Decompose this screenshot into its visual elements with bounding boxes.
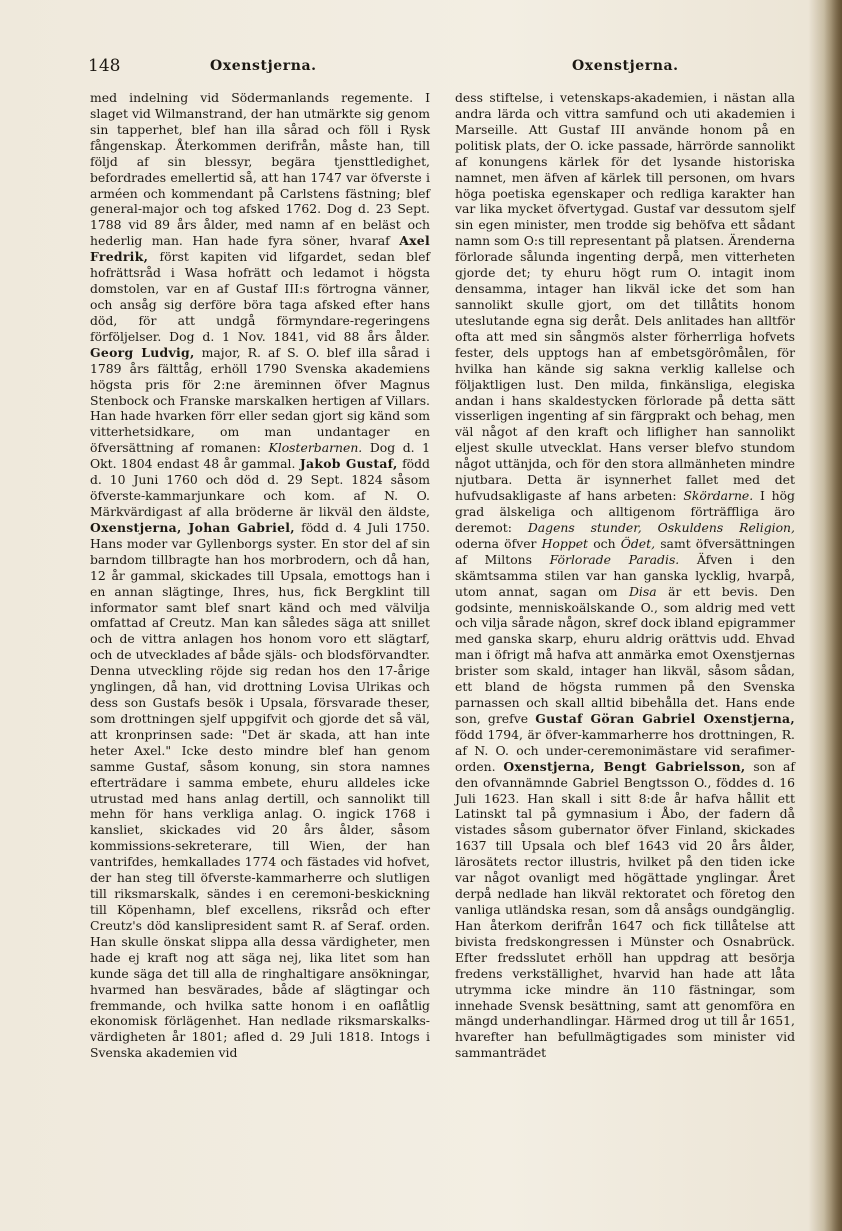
body-text: är ett bevis. Den godsinte, menniskoälskande O., som aldrig med vett och vilja sårade någon, skref dock ibland epigrammer med ganska skarp, ehuru aldrig orättvis udd. Ehvad man i öfrigt må hafva att anmärka emot Oxenstjernas brister som skald, intager han likväl, såsom sådan, ett bland de högsta rummen på den Svenska parnassen och skall alltid bibehålla det. Hans ende son, grefve bbox=[455, 583, 795, 726]
work-title: Klosterbarnen. bbox=[268, 440, 363, 456]
person-name: Gustaf Göran Gabriel Oxenstjerna, bbox=[535, 710, 795, 726]
body-text: och bbox=[593, 535, 616, 551]
body-text: I hög grad älskeliga och alltigenom förträffliga äro deremot: bbox=[455, 488, 795, 535]
body-text: född 1794, är öfver-kammarherre hos drottningen, R. af N. O. och under-ceremonimästare vid serafimer-orden. bbox=[455, 726, 795, 774]
page-number: 148 bbox=[88, 56, 121, 76]
body-text: samt öfversättningen af Miltons bbox=[455, 535, 795, 567]
body-text: med indelning vid Södermanlands regemente. I slaget vid Wilmanstrand, der han utmärkte sig genom sin tapperhet, blef han illa sårad och föll i Rysk fångenskap. Återkommen derifrån, måste han, till följd af sin blessyr, begära tjensttledighet, befordrades emellertid så, att han 1747 var öfverste i arméen och kommendant på Carlstens fästning; blef general-major och tog afsked 1762. Dog d. 23 Sept. 1788 vid 89 års ålder, med namn af en beläst och hederlig man. Han hade fyra söner, hvaraf bbox=[90, 90, 430, 249]
work-title: Disa bbox=[629, 583, 657, 599]
work-title: Ödet, bbox=[620, 535, 656, 551]
work-title: Hoppet bbox=[541, 535, 589, 551]
body-text: oderna öfver bbox=[455, 535, 537, 551]
person-name: Jakob Gustaf, bbox=[299, 456, 398, 472]
work-title: Förlorade Paradis. bbox=[549, 551, 680, 567]
body-text: major, R. af S. O. blef illa sårad i 1789 års fälttåg, erhöll 1790 Svenska akademiens högsta pris för 2:ne äreminnen öfver Magnus Stenbock och Franske marskalken hertigen af Villars. Han hade hvarken förr eller sedan gjort sig känd som vitterhetsidkare, om man undantager en öfversättning af romanen: bbox=[90, 344, 430, 456]
body-text: son af den ofvannämnde Gabriel Bengtsson O., föddes d. 16 Juli 1623. Han skall i sitt 8:de år hafva hållit ett Latinskt tal på gymnasium i Åbo, der fadern då vistades såsom gubernator öfver Finland, skickades 1637 till Upsala och blef 1643 vid 20 års ålder, lärosätets rector illustris, hvilket på den tiden icke var något ovanligt med högättade ynglingar. Året derpå nedlade han likväl rektoratet och företog den vanliga utländska resan, som då ansågs oundgänglig. Han återkom derifrån 1647 och fick tillåtelse att bivista fredskongressen i Münster och Osnabrück. Efter fredsslutet erhöll han uppdrag att besörja fredens verkställighet, hvarvid han hade att låta utrymma icke mindre än 110 fästningar, som innehade Svensk besättning, samt att genomföra en mängd underhandlingar. Härmed drog ut till år 1651, hvarefter han befullmägtigades som minister vid sammanträdet bbox=[455, 758, 795, 1061]
page-edge-shadow bbox=[824, 0, 842, 1231]
text-column-right bbox=[455, 90, 795, 1061]
running-head-right: Oxenstjerna. bbox=[572, 58, 679, 74]
body-text: först kapiten vid lifgardet, sedan blef hofrättsråd i Wasa hofrätt och ledamot i högsta domstolen, var en af Gustaf III:s förtrogna vänner, och ansåg sig derföre böra taga afsked efter hans död, för att undgå förmyndare-regeringens förföljelser. Dog d. 1 Nov. 1841, vid 88 års ålder. bbox=[90, 249, 430, 344]
column-text bbox=[90, 90, 430, 1061]
text-column-left bbox=[90, 90, 430, 1061]
person-name: Georg Ludvig, bbox=[90, 344, 195, 360]
body-text: född d. 10 Juni 1760 och död d. 29 Sept. 1824 såsom öfverste-kammarjunkare och kom. af N. O. Märkvärdigast af alla bröderne är likväl den äldste, bbox=[90, 456, 430, 519]
running-head-left: Oxenstjerna. bbox=[210, 58, 317, 74]
body-text: Äfven i den skämtsamma stilen var han ganska lycklig, hvarpå, utom annat, sagan om bbox=[455, 551, 795, 599]
person-name: Axel Fredrik, bbox=[90, 233, 430, 265]
body-text: dess stiftelse, i vetenskaps-akademien, i nästan alla andra lärda och vittra samfund och uti akademien i Marseille. Att Gustaf III använde honom på en politisk plats, der O. icke passade, härrörde sannolikt af konungens kärlek för det lysande historiska namnet, men äfven af kärlek till personen, om hvars höga poetiska egenskaper och redliga karakter han var lika mycket öfvertygad. Gustaf var dessutom sjelf sin egen minister, men trodde sig behöfva ett sådant namn som O:s till representant på platsen. Ärenderna förlorade sålunda ingenting derpå, men vitterheten gjorde det; ty ehuru högt rum O. intagit inom densamma, intager han likväl icke det som han sannolikt skulle gjort, om det tillåtits honom uteslutande egna sig deråt. Dels anlitades han alltför ofta att med sin sångmös alster förherrliga hofvets fester, dels upptogs han af embetsgörômålen, för hvilka han kände sig sakna verklig kallelse och följaktligen lust. Den milda, finkänsliga, elegiska andan i hans skaldestycken förlorade på detta sätt visserligen ingenting af sin färgprakt och behag, men väl något af den kraft och lifligheт han sannolikt eljest skulle utvecklat. Hans verser blefvo stundom något uttänjda, och för den stora allmänheten mindre njutbara. Detta är isynnerhet fallet med det hufvudsakligaste af hans arbeten: bbox=[455, 90, 795, 504]
column-text bbox=[455, 90, 795, 1061]
page-header bbox=[88, 56, 778, 82]
entry-heading: Oxenstjerna, Bengt Gabrielsson, bbox=[503, 758, 746, 774]
body-text: född d. 4 Juli 1750. Hans moder var Gyllenborgs syster. En stor del af sin barndom tillbragte han hos morbrodern, och då han, 12 år gammal, skickades till Upsala, emottogs han i en annan slägtinge, Ihres, hus, fick Bergklint till informator samt blef snart känd och med välvilja omfattad af Creutz. Man kan således säga att snillet och de vittra anlagen hos honom voro ett slägtarf, och de utvecklades af både själs- och blodsförvandter. Denna utveckling röjde sig redan hos den 17-årige ynglingen, då han, vid drottning Lovisa Ulrikas och dess son Gustafs besök i Upsala, försvarade theser, som drottningen sjelf uppgifvit och gjorde det så väl, att kronprinsen sade: "Det är skada, att han inte heter Axel." Icke desto mindre blef han genom samme Gustaf, såsom konung, sin stora namnes efterträdare i samma embete, ehuru alldeles icke utrustad med hans anlag dertill, och sannolikt till mehn för hans verkliga anlag. O. ingick 1768 i kansliet, skickades vid 20 års ålder, såsom kommissions-sekreterare, till Wien, der han vantrifdes, hemkallades 1774 och fästades vid hofvet, der han steg till öfverste-kammarherre och slutligen till riksmarskalk, sändes i en ceremoni-beskickning till Köpenhamn, blef excellens, riksråd och efter Creutz's död kanslipresident samt R. af Seraf. orden. Han skulle önskat slippa alla dessa värdigheter, men hade ej kraft nog att säga nej, lika litet som han kunde säga det till alla de ringhaltigare ansökningar, hvarmed han besvärades, både af slägtingar och fremmande, och hvilka satte honom i en oaflåtlig ekonomisk förlägenhet. Han nedlade riksmarskalks-värdigheten år 1801; afled d. 29 Juli 1818. Intogs i Svenska akademien vid bbox=[90, 519, 430, 1061]
work-title: Skördarne. bbox=[683, 488, 754, 504]
work-title: Dagens stunder, Oskuldens Religion, bbox=[527, 519, 795, 535]
entry-heading: Oxenstjerna, Johan Gabriel, bbox=[90, 519, 295, 535]
body-text: Dog d. 1 Okt. 1804 endast 48 år gammal. bbox=[90, 440, 430, 472]
